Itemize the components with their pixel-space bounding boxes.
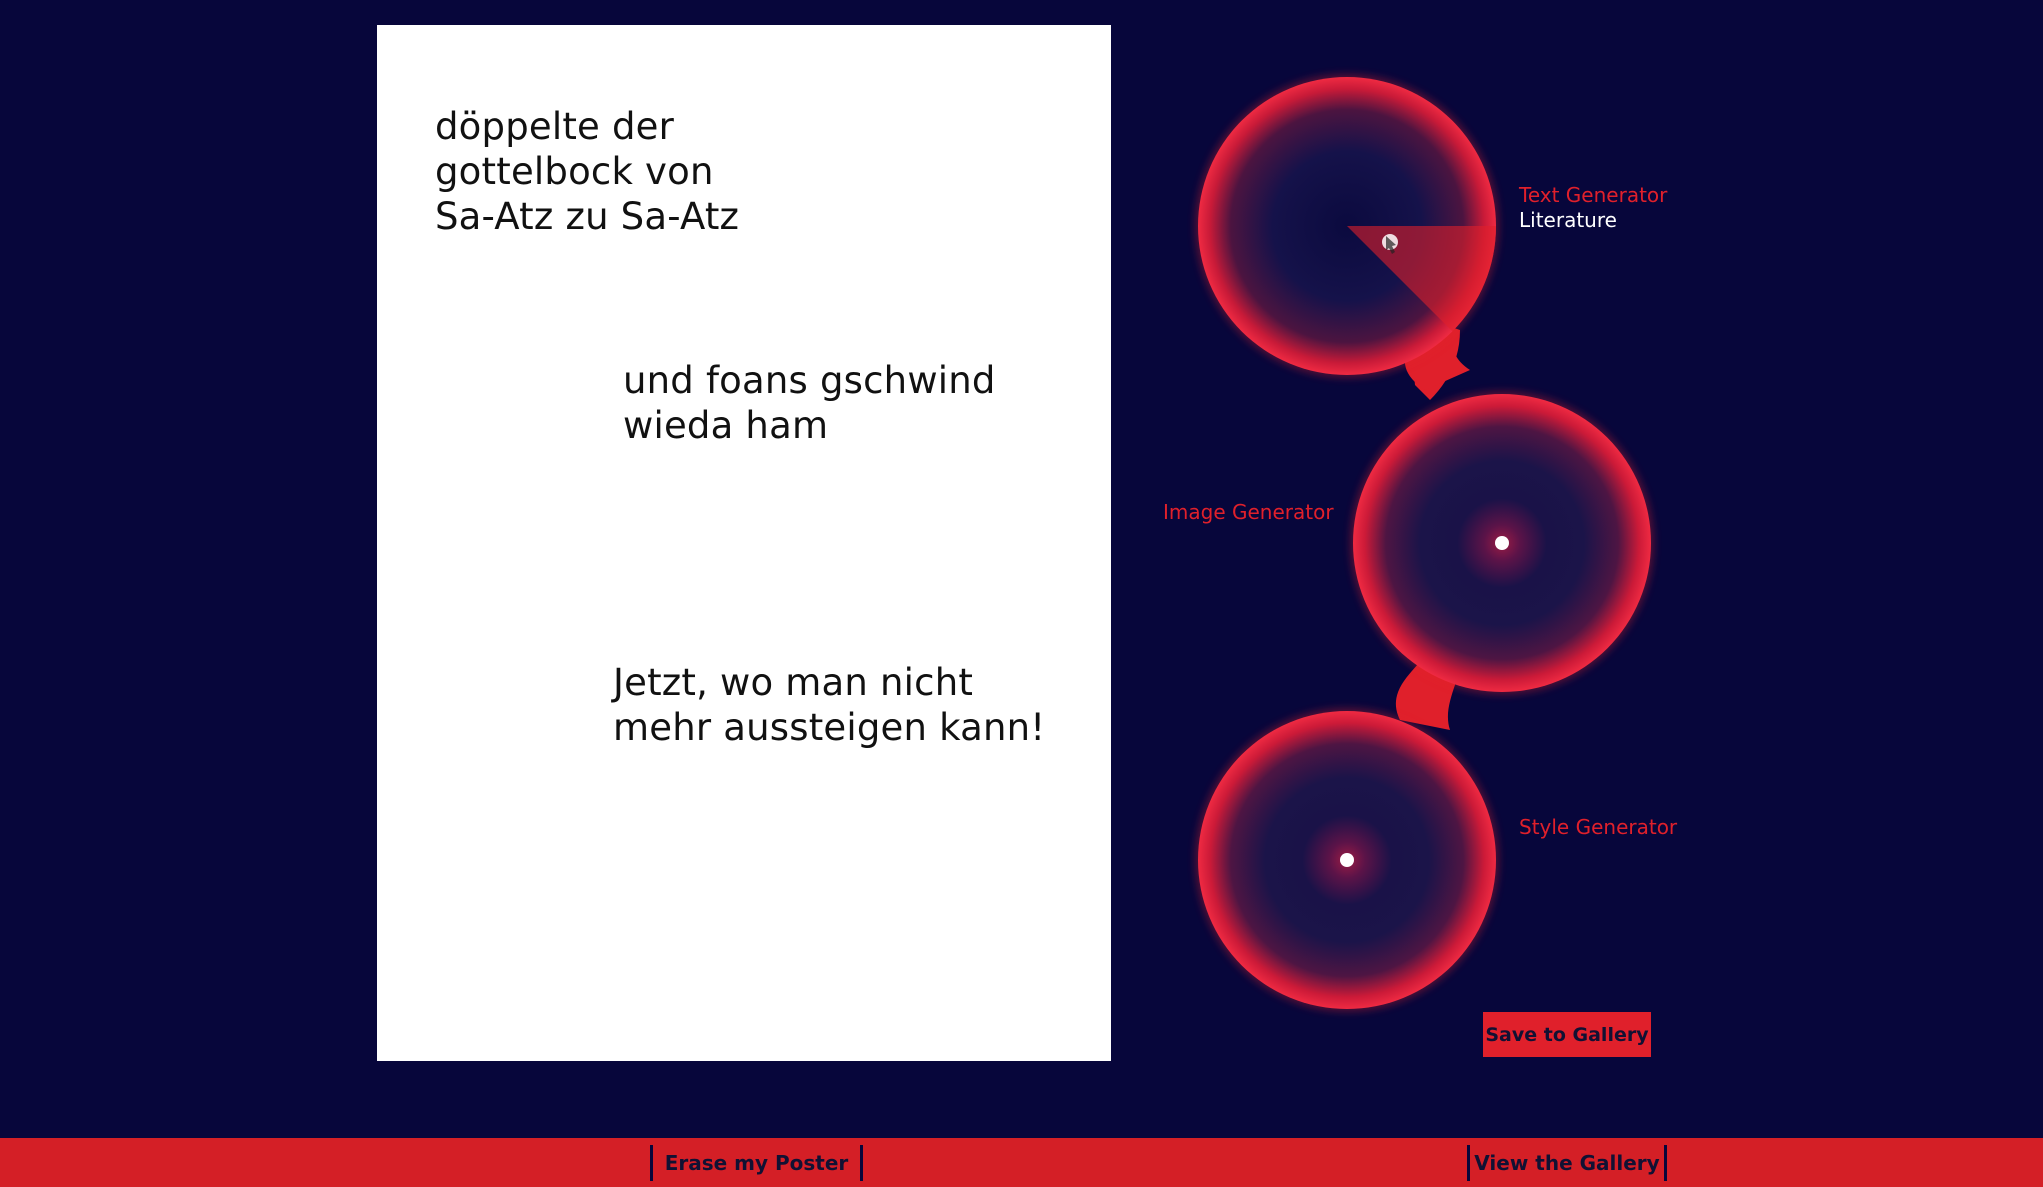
text-generator-selected-value: Literature bbox=[1519, 208, 1617, 232]
generator-controls bbox=[1140, 40, 1840, 1020]
style-generator-label: Style Generator bbox=[1519, 815, 1678, 839]
image-generator-knob[interactable] bbox=[1495, 536, 1509, 550]
poster-text-block: döppelte der gottelbock von Sa-Atz zu Sa-Atz bbox=[435, 105, 740, 238]
poster-text-block: und foans gschwind wieda ham bbox=[623, 359, 996, 447]
save-to-gallery-button[interactable]: Save to Gallery bbox=[1483, 1012, 1651, 1057]
poster-canvas bbox=[377, 25, 1111, 1061]
image-generator-label: Image Generator bbox=[1163, 500, 1334, 524]
footer-bar bbox=[0, 1138, 2043, 1187]
poster-text-block: Jetzt, wo man nicht mehr aussteigen kann! bbox=[613, 661, 1046, 749]
view-gallery-button[interactable]: View the Gallery bbox=[1467, 1145, 1667, 1181]
erase-poster-button[interactable]: Erase my Poster bbox=[650, 1145, 863, 1181]
text-generator-label: Text Generator bbox=[1519, 183, 1668, 207]
style-generator-knob[interactable] bbox=[1340, 853, 1354, 867]
generator-dials-graphic bbox=[1140, 40, 1840, 1020]
